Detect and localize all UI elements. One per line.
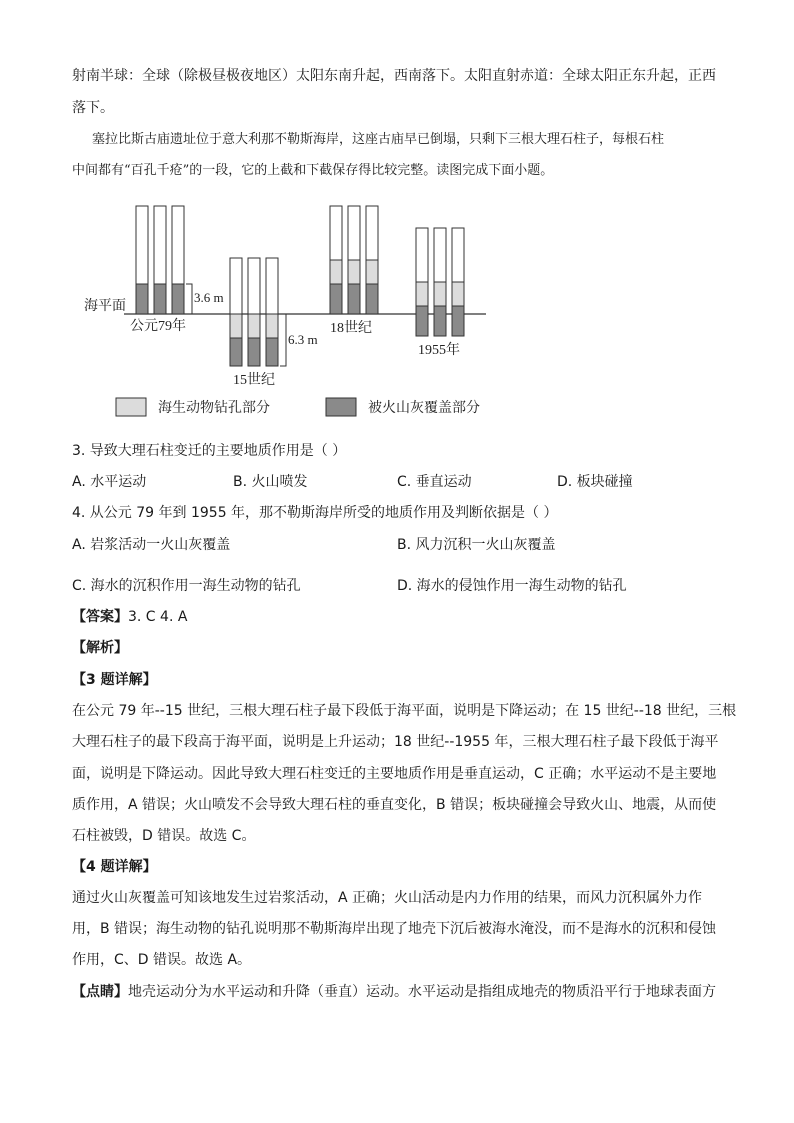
sea-level-label: 海平面 [84, 299, 126, 314]
column-group-18c [330, 206, 378, 336]
column-group-1955 [416, 228, 464, 358]
column-ash-segment [172, 284, 184, 314]
answer-text: 3. C 4. A [128, 609, 188, 625]
column-ash-segment [248, 338, 260, 366]
detail3-title: 【3 题详解】 [72, 672, 157, 688]
tip-tag: 【点睛】 [72, 984, 128, 1000]
column-ash-segment [416, 306, 428, 336]
detail3-line: 石柱被毁，D 错误。故选 C。 [72, 828, 256, 844]
q4-stem: 4. 从公元 79 年到 1955 年，那不勒斯海岸所受的地质作用及判断依据是（ ） [72, 505, 558, 521]
column-ash-segment [452, 306, 464, 336]
q3-option-a: A. 水平运动 [72, 474, 147, 490]
dim-label-a: 3.6 m [194, 290, 224, 305]
detail3-line: 在公元 79 年--15 世纪，三根大理石柱子最下段低于海平面，说明是下降运动；在 15 世纪--18 世纪，三根 [72, 703, 737, 719]
passage-line-1: 塞拉比斯古庙遗址位于意大利那不勒斯海岸，这座古庙早已倒塌，只剩下三根大理石柱子，每根石柱 [92, 132, 665, 147]
intro-line-1: 射南半球：全球（除极昼极夜地区）太阳东南升起，西南落下。太阳直射赤道：全球太阳正东升起，正西 [72, 68, 716, 84]
q3-option-d: D. 板块碰撞 [557, 474, 633, 490]
column-ash-segment [266, 338, 278, 366]
group-label: 公元79年 [130, 319, 186, 334]
column-ash-segment [136, 284, 148, 314]
column-drilled-segment [266, 314, 278, 338]
passage-line-2: 中间都有“百孔千疮”的一段，它的上截和下截保存得比较完整。读图完成下面小题。 [72, 163, 554, 178]
group-label: 1955年 [418, 343, 460, 358]
legend [116, 398, 480, 416]
q4-option-d: D. 海水的侵蚀作用一海生动物的钻孔 [397, 578, 627, 594]
legend-label-drilled: 海生动物钻孔部分 [158, 401, 270, 416]
column-ash-segment [330, 284, 342, 314]
tip-text: 地壳运动分为水平运动和升降（垂直）运动。水平运动是指组成地壳的物质沿平行于地球表面方 [128, 984, 716, 1000]
column-drilled-segment [330, 260, 342, 284]
column-drilled-segment [452, 282, 464, 306]
q4-option-c: C. 海水的沉积作用一海生动物的钻孔 [72, 578, 301, 594]
column-group-ad79 [130, 206, 224, 334]
column-group-15c [230, 258, 318, 388]
answer-tag: 【答案】 [72, 609, 128, 625]
column-drilled-segment [248, 314, 260, 338]
q4-option-b: B. 风力沉积一火山灰覆盖 [397, 537, 556, 553]
column-ash-segment [154, 284, 166, 314]
intro-line-2: 落下。 [72, 100, 114, 116]
detail4-line: 用，B 错误；海生动物的钻孔说明那不勒斯海岸出现了地壳下沉后被海水淹没，而不是海水的沉积和侵蚀 [72, 921, 717, 937]
detail4-line: 通过火山灰覆盖可知该地发生过岩浆活动，A 正确；火山活动是内力作用的结果，而风力沉积属外力作 [72, 890, 703, 906]
column-ash-segment [434, 306, 446, 336]
group-label: 18世纪 [330, 321, 372, 336]
legend-label-ash: 被火山灰覆盖部分 [368, 401, 480, 416]
dim-bracket-a [186, 284, 192, 314]
column-drilled-segment [416, 282, 428, 306]
column-drilled-segment [348, 260, 360, 284]
detail3-line: 面，说明是下降运动。因此导致大理石柱变迁的主要地质作用是垂直运动，C 正确；水平运动不是主要地 [72, 766, 717, 782]
marble-columns-figure [78, 198, 498, 424]
detail3-line: 大理石柱子的最下段高于海平面，说明是上升运动；18 世纪--1955 年，三根大理石柱子最下段低于海平 [72, 734, 719, 750]
column-ash-segment [230, 338, 242, 366]
legend-swatch-ash [326, 398, 356, 416]
q3-stem: 3. 导致大理石柱变迁的主要地质作用是（ ） [72, 443, 347, 459]
tip-line [72, 982, 716, 1002]
q3-option-c: C. 垂直运动 [397, 474, 472, 490]
detail4-line: 作用，C、D 错误。故选 A。 [72, 952, 252, 968]
answer-line [72, 607, 187, 627]
analysis-tag: 【解析】 [72, 640, 128, 656]
detail4-title: 【4 题详解】 [72, 859, 157, 875]
q3-option-b: B. 火山喷发 [233, 474, 308, 490]
dim-bracket-b [280, 314, 286, 366]
column-ash-segment [366, 284, 378, 314]
dim-label-b: 6.3 m [288, 332, 318, 347]
legend-swatch-drilled [116, 398, 146, 416]
column-drilled-segment [366, 260, 378, 284]
detail3-line: 质作用，A 错误；火山喷发不会导致大理石柱的垂直变化，B 错误；板块碰撞会导致火山、地震，从而使 [72, 797, 717, 813]
q4-option-a: A. 岩浆活动一火山灰覆盖 [72, 537, 231, 553]
column-ash-segment [348, 284, 360, 314]
column-drilled-segment [434, 282, 446, 306]
group-label: 15世纪 [233, 373, 275, 388]
column-drilled-segment [230, 314, 242, 338]
